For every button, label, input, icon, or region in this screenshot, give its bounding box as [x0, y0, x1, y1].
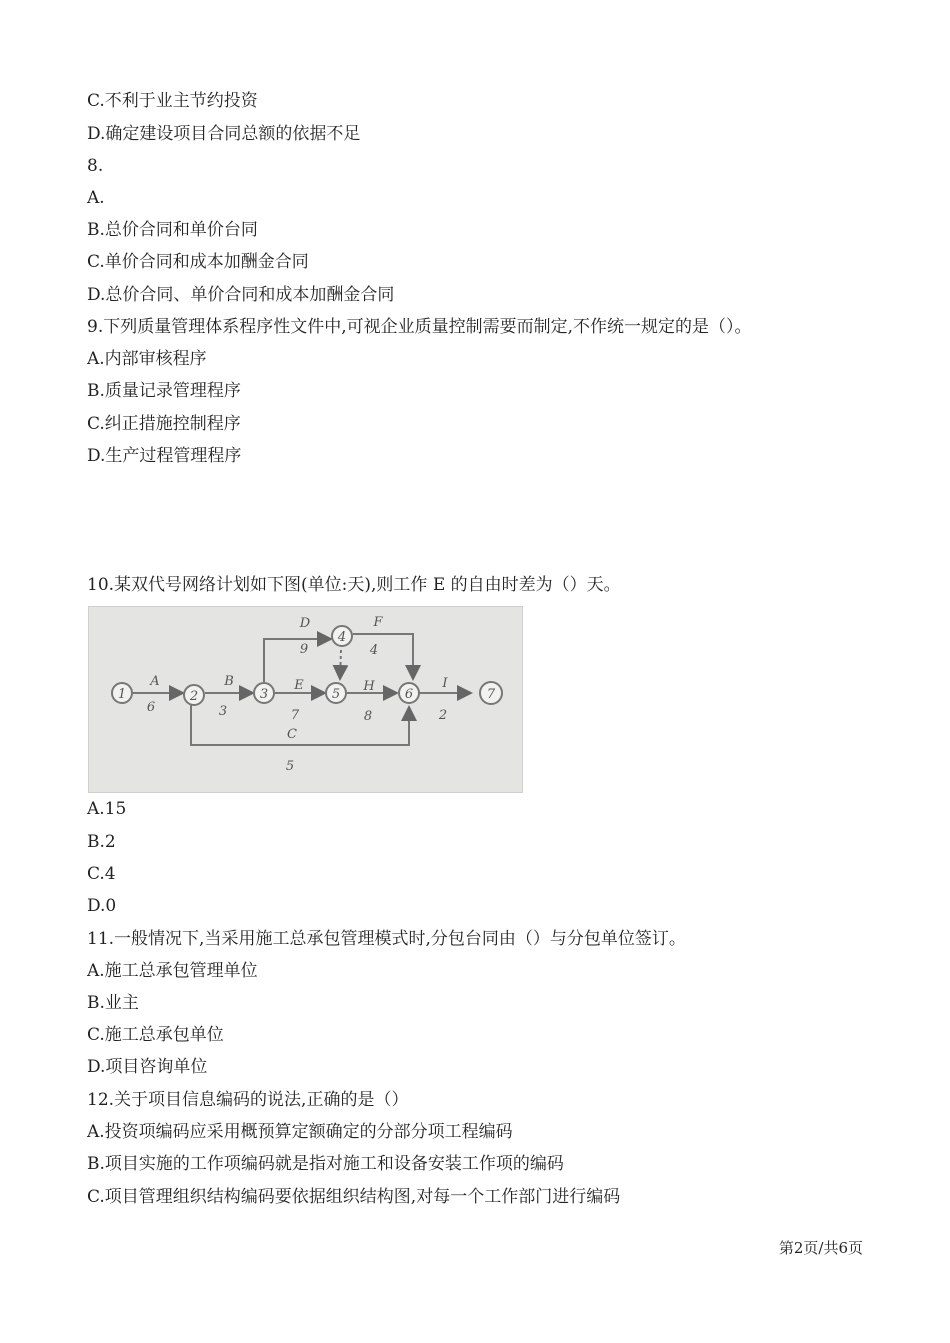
q9-option-a: A.内部审核程序: [87, 349, 207, 369]
q10-option-a: A.15: [87, 799, 127, 819]
node-4-label: 4: [337, 630, 347, 645]
activity-d-arrow: [264, 639, 331, 682]
activity-a-name: A: [150, 674, 160, 689]
node-6-label: 6: [404, 687, 414, 702]
network-diagram: [88, 606, 523, 793]
dummy-4-5-arrow: [340, 650, 341, 679]
question-12-stem: 12.关于项目信息编码的说法,正确的是（）: [87, 1090, 409, 1110]
activity-i-name: I: [442, 676, 448, 691]
q12-option-a: A.投资项编码应采用概预算定额确定的分部分项工程编码: [87, 1122, 513, 1142]
activity-c-duration: 5: [285, 759, 295, 774]
activity-h-duration: 8: [363, 709, 373, 724]
activity-d-name: D: [299, 616, 311, 631]
activity-i-duration: 2: [438, 708, 448, 723]
node-2-label: 2: [189, 689, 199, 704]
activity-a-duration: 6: [146, 700, 156, 715]
question-10-stem: 10.某双代号网络计划如下图(单位:天),则工作 E 的自由时差为（）天。: [87, 575, 621, 595]
activity-b-name: B: [224, 674, 234, 689]
q12-option-c: C.项目管理组织结构编码要依据组织结构图,对每一个工作部门进行编码: [87, 1187, 621, 1207]
q8-option-b: B.总价合同和单价台同: [87, 220, 258, 240]
question-9-stem: 9.下列质量管理体系程序性文件中,可视企业质量控制需要而制定,不作统一规定的是（）。: [87, 317, 752, 337]
q12-option-b: B.项目实施的工作项编码就是指对施工和设备安装工作项的编码: [87, 1154, 564, 1174]
node-1-label: 1: [117, 687, 127, 702]
q10-option-b: B.2: [87, 832, 116, 852]
q10-option-d: D.0: [87, 896, 117, 916]
q9-option-b: B.质量记录管理程序: [87, 381, 241, 401]
q8-option-d: D.总价合同、单价合同和成本加酬金合同: [87, 285, 395, 305]
question-11-stem: 11.一般情况下,当采用施工总承包管理模式时,分包台同由（）与分包单位签订。: [87, 929, 686, 949]
q10-option-c: C.4: [87, 864, 116, 884]
activity-f-name: F: [373, 615, 383, 630]
option-d-line: D.确定建设项目合同总额的依据不足: [87, 124, 361, 144]
q9-option-c: C.纠正措施控制程序: [87, 414, 241, 434]
q11-option-a: A.施工总承包管理单位: [87, 961, 258, 981]
q11-option-b: B.业主: [87, 993, 139, 1013]
q11-option-c: C.施工总承包单位: [87, 1025, 224, 1045]
node-7-label: 7: [486, 687, 496, 702]
question-8-stem: 8.: [87, 156, 104, 176]
option-c-line: C.不利于业主节约投资: [87, 91, 258, 111]
q9-option-d: D.生产过程管理程序: [87, 446, 242, 466]
node-5-label: 5: [331, 687, 341, 702]
activity-b-duration: 3: [218, 704, 228, 719]
q8-option-c: C.单价合同和成本加酬金合同: [87, 252, 309, 272]
page-number: 第2页/共6页: [778, 1239, 863, 1257]
activity-e-name: E: [294, 678, 304, 693]
activity-f-arrow: [353, 634, 413, 679]
activity-h-name: H: [363, 679, 375, 694]
activity-d-duration: 9: [299, 642, 309, 657]
activity-c-name: C: [287, 727, 297, 742]
activity-f-duration: 4: [369, 643, 379, 658]
q11-option-d: D.项目咨询单位: [87, 1057, 208, 1077]
node-3-label: 3: [259, 687, 269, 702]
q8-option-a: A.: [87, 188, 105, 208]
activity-e-duration: 7: [290, 708, 300, 723]
